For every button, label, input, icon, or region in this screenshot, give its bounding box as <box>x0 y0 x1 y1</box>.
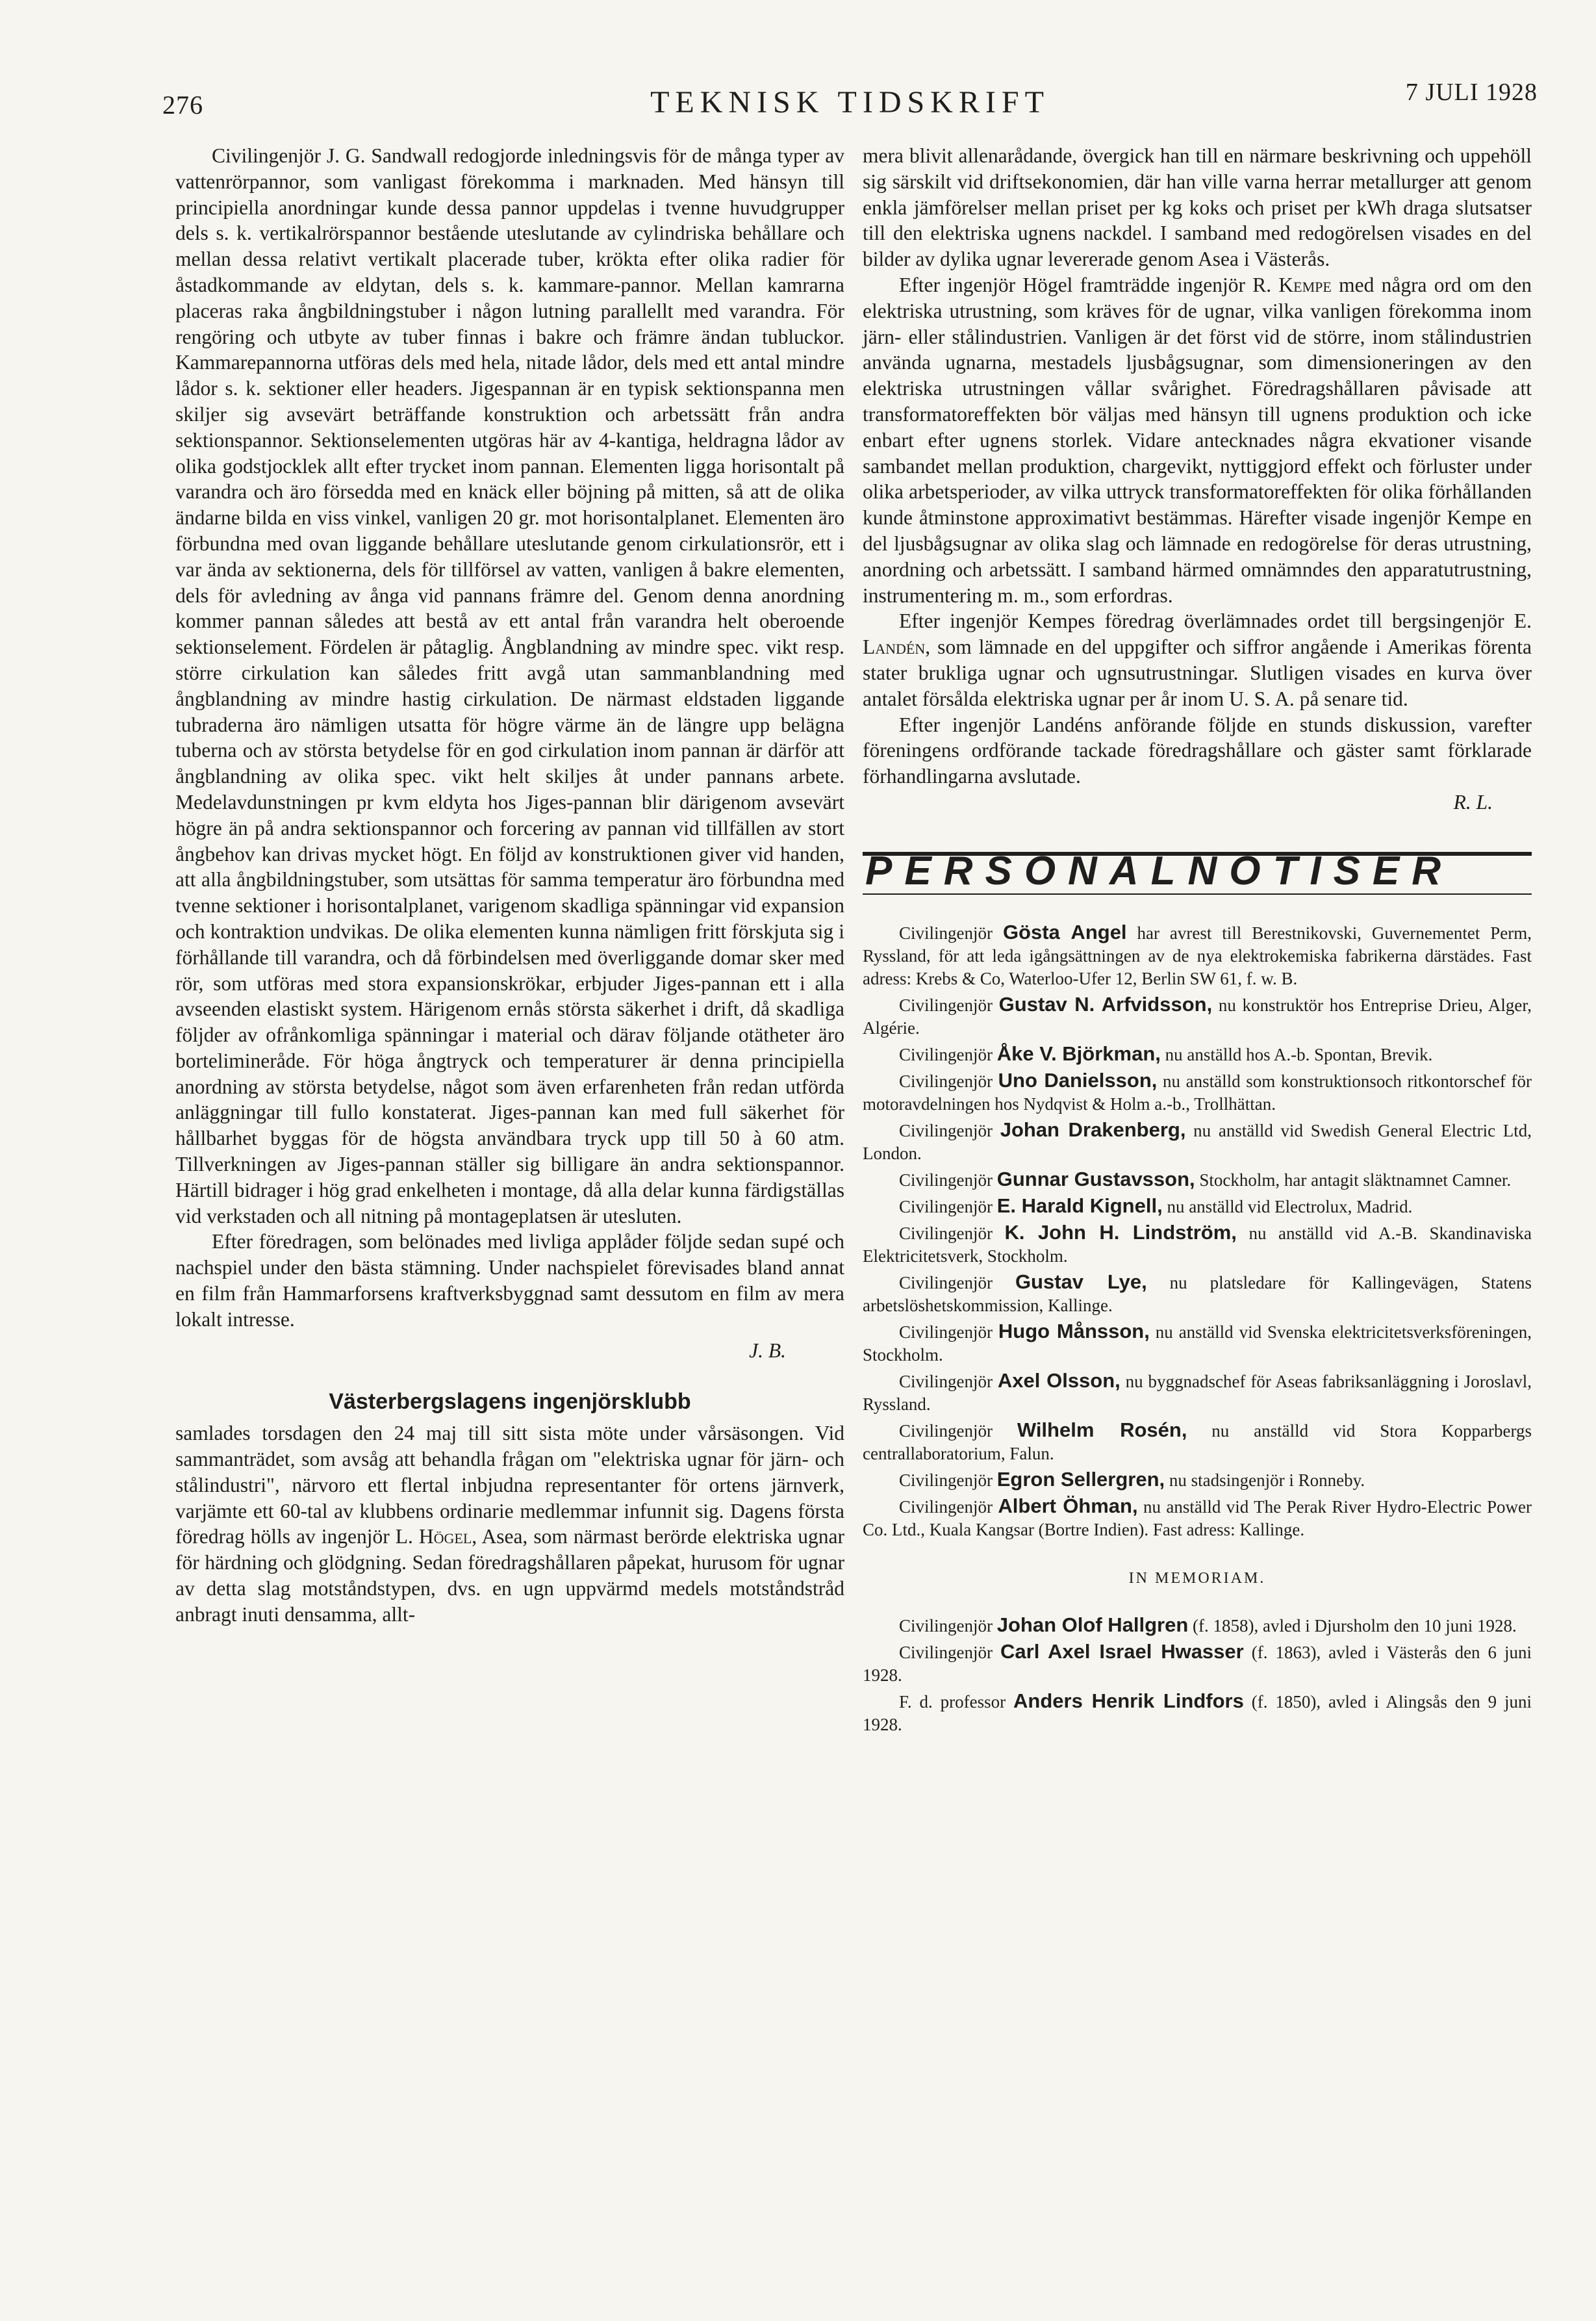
notice-text: nu anställd vid Swedish General Electric Ltd, London. <box>863 1120 1532 1163</box>
notice-text: nu anställd vid The Perak River Hydro-Electric Power Co. Ltd., Kuala Kangsar (Bortre Indien). Fast adress: Kallinge. <box>863 1496 1532 1539</box>
article-signature: R. L. <box>1453 790 1493 814</box>
notice-item <box>863 1468 1532 1492</box>
notice-text: nu anställd vid Electrolux, Madrid. <box>1167 1196 1413 1216</box>
memoriam-item <box>863 1640 1532 1687</box>
notice-name: Johan Olof Hallgren <box>996 1613 1189 1636</box>
notice-name: Gösta Angel <box>1002 920 1127 943</box>
notice-title: Civilingenjör <box>899 1496 993 1517</box>
notice-text: (f. 1850), avled i Alingsås den 9 juni 1928. <box>863 1691 1532 1734</box>
section-paragraph <box>175 1420 844 1627</box>
memoriam-title: IN MEMORIAM. <box>1128 1569 1266 1587</box>
memoriam-item <box>863 1613 1532 1637</box>
article-signature: J. B. <box>749 1339 786 1362</box>
article-paragraph: Efter föredragen, som belönades med livliga applåder följde sedan supé och nachspiel under den bästa stämning. Under nachspielet förevisades bland annat en film från Hammarforsens kraftverksbyggnad samt dessutom en film av mera lokalt intresse. <box>175 1230 844 1331</box>
right-column <box>863 143 1532 1739</box>
article-paragraph <box>863 608 1532 712</box>
notice-name: K. John H. Lindström, <box>1004 1220 1237 1244</box>
notice-item <box>863 1221 1532 1268</box>
section-text: , Asea, som närmast berörde elektriska ugnar för härdning och glödgning. Sedan föredragshållaren påpekat, hurusom för ugnar av detta slag motståndstypen, dvs. en ugn uppvärmd medels motståndstråd anbragt inuti densamma, allt- <box>175 1525 844 1626</box>
notice-name: Gustav Lye, <box>1015 1270 1147 1293</box>
notice-name: E. Harald Kignell, <box>996 1194 1163 1217</box>
notice-title: Civilingenjör <box>899 1322 993 1342</box>
notice-title: Civilingenjör <box>899 1120 993 1140</box>
notice-title: Civilingenjör <box>899 1470 993 1490</box>
notice-name: Johan Drakenberg, <box>1000 1118 1186 1141</box>
article-paragraph <box>863 272 1532 608</box>
notice-text: nu anställd vid Stora Kopparbergs centrallaboratorium, Falun. <box>863 1420 1532 1463</box>
paragraph-text: Efter ingenjör Högel framträdde ingenjör R. <box>899 273 1279 296</box>
section-title: Västerbergslagens ingenjörsklubb <box>329 1389 691 1415</box>
notice-title: Civilingenjör <box>899 1420 993 1441</box>
notice-name: Anders Henrik Lindfors <box>1013 1689 1244 1712</box>
notice-title: Civilingenjör <box>899 1615 993 1635</box>
notice-title: Civilingenjör <box>899 995 993 1015</box>
notice-item <box>863 1168 1532 1192</box>
page-header <box>162 78 1538 130</box>
notice-name: Uno Danielsson, <box>998 1068 1158 1092</box>
notice-text: (f. 1863), avled i Västerås den 6 juni 1928. <box>863 1642 1532 1685</box>
notice-text: nu anställd hos A.-b. Spontan, Brevik. <box>1165 1044 1433 1064</box>
section-text: samlades torsdagen den 24 maj till sitt sista möte under vårsäsongen. Vid sammanträdet, som avsåg att behandla frågan om "elektriska ugnar för järn- och stålindustri", närvoro ett flertal inbjudna representanter för ortens järnverk, varjämte ett 60-tal av klubbens ordinarie medlemmar infunnit sig. Dagens första föredrag hölls av ingenjör L. <box>175 1422 844 1548</box>
notice-title: Civilingenjör <box>899 1272 993 1292</box>
notice-name: Hugo Månsson, <box>998 1319 1150 1342</box>
notice-item <box>863 1042 1532 1066</box>
speaker-name: Högel <box>418 1525 472 1548</box>
notice-title: Civilingenjör <box>899 1371 993 1391</box>
notice-name: Egron Sellergren, <box>996 1467 1165 1491</box>
notice-text: nu platsledare för Kallingevägen, Statens arbetslöshetskommission, Kallinge. <box>863 1272 1532 1315</box>
left-column <box>175 143 844 1628</box>
notice-name: Gunnar Gustavsson, <box>996 1167 1195 1190</box>
notice-title: Civilingenjör <box>899 1071 993 1091</box>
memoriam-item <box>863 1689 1532 1736</box>
notice-item <box>863 1418 1532 1465</box>
notice-title: Civilingenjör <box>899 1044 993 1064</box>
article-paragraph: Civilingenjör J. G. Sandwall redogjorde inledningsvis för de många typer av vattenrörpannor, som vanligast förekomma i marknaden. Med hänsyn till principiella anordningar kunde dessa pannor uppdelas i tvenne huvudgrupper dels s. k. vertikalrörspannor bestående uteslutande av cylindriska behållare och mellan dessa relativt vertikalt placerade tuber, krökta efter olika radier för åstadkommande av eldytan, dels s. k. kammare-pannor. Mellan kamrarna placeras raka ångbildningstuber i någon lutning parallellt med varandra. För rengöring och utbyte av tuber finnas i bakre och främre ändan tubluckor. Kammarepannorna utföras dels med hela, nitade lådor, dels med ett antal mindre lådor s. k. sektioner eller headers. Jigespannan är en typisk sektionspanna men skiljer sig avsevärt beträffande konstruktion och arbetssätt från andra sektionspannor. Sektionselementen utgöras här av 4-kantiga, heldragna lådor av olika godstjocklek allt efter trycket inom pannan. Elementen ligga horisontalt på varandra och äro försedda med en knäck eller böjning på mitten, så att de olika ändarne bilda en viss vinkel, vanligen 20 gr. mot horisontalplanet. Elementen äro förbundna med ovan liggande behållare uteslutande genom cirkulationsrör, ett i var ända av sektionerna, dels för tillförsel av vatten, vanligen å bakre elementen, dels för avledning av ånga vid pannans främre del. Genom denna anordning kommer pannan således att bestå av ett antal från varandra helt oberoende sektionselement. Fördelen är påtaglig. Ångblandning av mindre spec. vikt resp. större cirkulation kan således fritt avgå utan sammanblandning med ångblandning av mindre hastig cirkulation. De närmast eldstaden liggande tubraderna äro nämligen utsatta för högre värme än de längre upp belägna tuberna och av största betydelse för en god cirkulation inom pannan är därför att ångblandning av olika spec. vikt helt skiljes åt under pannans arbete. Medelavdunstningen pr kvm eldyta hos Jiges-pannan blir därigenom avsevärt högre än på andra sektionspannor och forcering av pannan vid tillfällen av stort ångbehov kan drivas mycket högt. En följd av konstruktionen giver vid handen, att alla ångbildningstuber, som utsättas för samma temperatur äro förbundna med tvenne sektioner i horisontalplanet, varigenom skadliga spänningar vid expansion och kontraktion undvikas. De olika elementen kunna nämligen fritt förskjuta sig i förhållande till varandra, och då förbindelsen med överliggande domar sker med rör, som utföras med stora expansionskrökar, erbjuder Jiges-pannan ett i alla avseenden elastiskt system. Härigenom ernås största säkerhet i drift, då skadliga följder av ofrånkomliga spänningar i material och därav följande otätheter äro bortelimineråde. För höga ångtryck och temperaturer är denna principiella anordning av största betydelse, något som även erfarenheten från redan utförda anläggningar till fullo konstaterat. Jiges-pannan kan med full säkerhet för hållbarhet byggas för de högsta användbara tryck upp till 50 à 60 atm. Tillverkningen av Jiges-pannan ställer sig billigare än andra sektionspannor. Härtill bidrager i hög grad enkelheten i montage, då alla delar kunna färdigställas vid verkstaden och all nitning på montageplatsen är utesluten. <box>175 144 844 1227</box>
notice-title: Civilingenjör <box>899 1170 993 1190</box>
notice-item <box>863 1118 1532 1165</box>
notice-title: Civilingenjör <box>899 923 993 943</box>
paragraph-text: Efter ingenjör Kempes föredrag överlämnades ordet till bergsingenjör E. <box>899 609 1532 633</box>
notice-title: Civilingenjör <box>899 1196 993 1216</box>
notice-text: Stockholm, har antagit släktnamnet Camner. <box>1199 1170 1512 1190</box>
notice-text: har avrest till Berestnikovski, Guvernementet Perm, Ryssland, för att leda igångsättningen av de nya elektrokemiska fabrikerna därstädes. Fast adress: Krebs & Co, Waterloo-Ufer 12, Berlin SW 61, f. w. B. <box>863 923 1532 988</box>
notice-item <box>863 921 1532 990</box>
notice-text: nu anställd vid Svenska elektricitetsverksföreningen, Stockholm. <box>863 1322 1532 1365</box>
notice-name: Wilhelm Rosén, <box>1017 1418 1187 1441</box>
notice-item <box>863 1069 1532 1116</box>
notice-name: Carl Axel Israel Hwasser <box>1000 1639 1244 1663</box>
paragraph-text: med några ord om den elektriska utrustning, som kräves för de ugnar, vilka vanligen förekomma inom järn- eller stålindustrien. Vanligen är det först vid de större, inom stålindustrien använda ugnarna, mestadels ljusbågsugnar, som dimensioneringen av den elektriska utrustningen vållar svårighet. Föredragshållaren påvisade att transformatoreffekten bör väljas med hänsyn till ugnens produktion och icke enbart efter ugnens storlek. Vidare antecknades några ekvationer visande sambandet mellan produktion, chargevikt, nyttiggjord effekt och förluster under olika arbetsperioder, av vilka uttryck transformatoreffekten för olika förhållanden kunde åtminstone approximativt bestämmas. Härefter visade ingenjör Kempe en del ljusbågsugnar av olika slag och lämnade en redogörelse för deras utrustning, anordning och arbetssätt. I samband härmed omnämndes den apparatutrustning, instrumentering m. m., som erfordras. <box>863 273 1532 607</box>
notice-text: nu byggnadschef för Aseas fabriksanläggning i Joroslavl, Ryssland. <box>863 1371 1532 1414</box>
article-paragraph: Efter ingenjör Landéns anförande följde en stunds diskussion, varefter föreningens ordförande tackade föredragshållare och gäster samt förklarade förhandlingarna avslutade. <box>863 713 1532 788</box>
article-paragraph: mera blivit allenarådande, övergick han till en närmare beskrivning och uppehöll sig särskilt vid driftsekonomien, där han ville varna herrar metallurger att genom enkla jämförelser mellan priset per kg koks och priset per kWh draga slutsatser till den elektriska ugnens nackdel. I samband med redogörelsen visades en del bilder av dylika ugnar levererade genom Asea i Västerås. <box>863 144 1532 271</box>
notice-item <box>863 993 1532 1040</box>
speaker-name: Landén <box>863 635 926 659</box>
notice-name: Albert Öhman, <box>998 1494 1138 1517</box>
notice-text: nu anställd vid A.-B. Skandinaviska Elektricitetsverk, Stockholm. <box>863 1223 1532 1266</box>
notice-title: F. d. professor <box>899 1691 1006 1712</box>
notice-item <box>863 1270 1532 1317</box>
notice-item <box>863 1194 1532 1218</box>
personalnotiser-title: PERSONALNOTISER <box>865 848 1454 893</box>
notice-title: Civilingenjör <box>899 1642 993 1662</box>
notice-name: Axel Olsson, <box>997 1368 1121 1392</box>
speaker-name: Kempe <box>1278 273 1332 296</box>
paragraph-text: , som lämnade en del uppgifter och siffror angående i Amerikas förenta stater brukliga ugnar och ugnsutrustningar. Slutligen visades en kurva över antalet försålda elektriska ugnar per år inom U. S. A. på senare tid. <box>863 635 1532 710</box>
notice-title: Civilingenjör <box>899 1223 993 1243</box>
notice-name: Gustav N. Arfvidsson, <box>998 992 1213 1016</box>
notice-name: Åke V. Björkman, <box>996 1042 1161 1065</box>
notice-text: (f. 1858), avled i Djursholm den 10 juni 1928. <box>1193 1615 1517 1635</box>
page-number: 276 <box>162 90 203 120</box>
notice-text: nu anställd som konstruktionsoch ritkontorschef för motoravdelningen hos Nydqvist & Holm a.-b., Trollhättan. <box>863 1071 1532 1114</box>
notice-text: nu konstruktör hos Entreprise Drieu, Alger, Algérie. <box>863 995 1532 1038</box>
notice-list <box>863 921 1532 1736</box>
issue-date: 7 JULI 1928 <box>1405 79 1538 106</box>
journal-title: TEKNISK TIDSKRIFT <box>650 85 1050 120</box>
notice-item <box>863 1494 1532 1541</box>
notice-item <box>863 1369 1532 1416</box>
notice-text: nu stadsingenjör i Ronneby. <box>1169 1470 1365 1490</box>
notice-item <box>863 1320 1532 1366</box>
section-rule <box>863 893 1532 895</box>
